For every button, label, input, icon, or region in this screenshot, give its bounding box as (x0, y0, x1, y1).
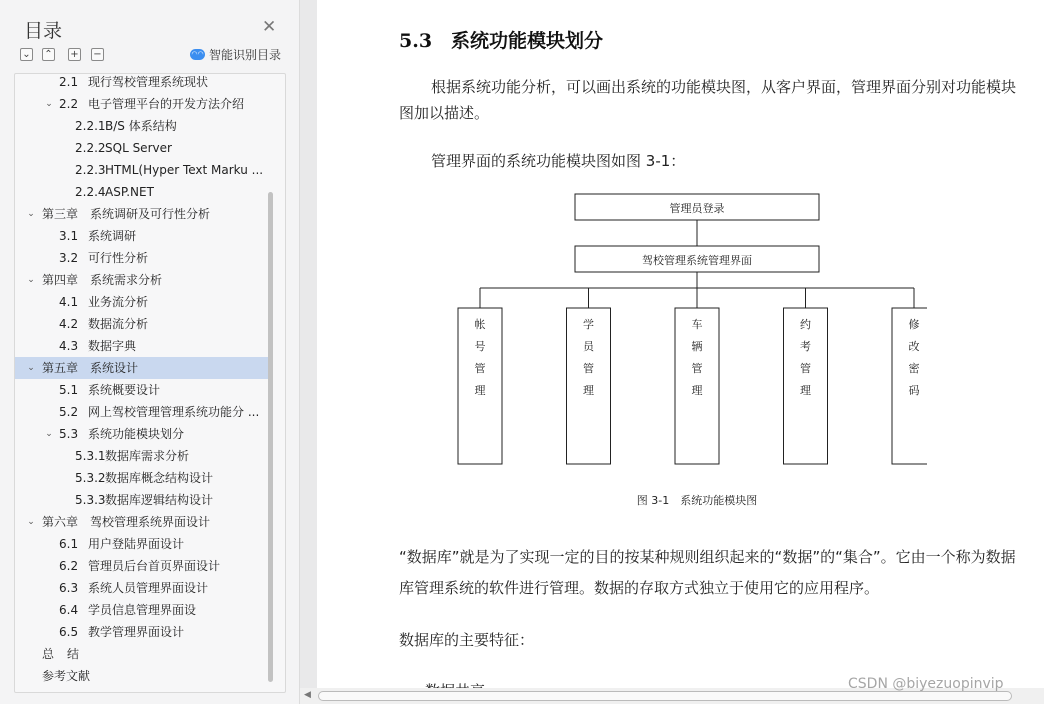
smart-toc-button[interactable] (190, 46, 281, 63)
toc-item-label: B/S 体系结构 (105, 119, 177, 133)
module-diagram (447, 190, 927, 520)
toc-item-number: 2.2.1 (75, 119, 106, 133)
toc-item[interactable] (15, 621, 269, 643)
toc-item[interactable] (15, 181, 269, 203)
paragraph-intro: 根据系统功能分析，可以画出系统的功能模块图，从客户界面，管理界面分别对功能模块图加以描述。 (399, 78, 1017, 122)
toc-item[interactable] (15, 313, 269, 335)
toc-item[interactable] (15, 247, 269, 269)
toc-item[interactable] (15, 445, 269, 467)
toc-item-number: 4.3 (59, 339, 79, 353)
toc-item[interactable] (15, 291, 269, 313)
toc-item[interactable] (15, 115, 269, 137)
toc-item[interactable] (15, 225, 269, 247)
toc-item-label: 系统设计 (90, 361, 139, 375)
toc-item-number: 4.1 (59, 295, 79, 309)
toc-item[interactable] (15, 137, 269, 159)
toc-item[interactable] (15, 643, 269, 665)
toc-item-number: 6.3 (59, 581, 79, 595)
diagram-modules (458, 288, 927, 464)
toc-item-number: 第六章 (42, 515, 79, 529)
toc-item-label: 业务流分析 (88, 295, 149, 309)
diagram-module-label: 帐号管理 (474, 318, 486, 397)
toc-item[interactable] (15, 357, 269, 379)
toc-scrollbar[interactable] (268, 192, 273, 682)
toc-item-label: 用户登陆界面设计 (88, 537, 185, 551)
toc-item[interactable] (15, 467, 269, 489)
toc-item[interactable] (15, 401, 269, 423)
toc-item-number: 第三章 (42, 207, 79, 221)
section-heading: 5.3 系统功能模块划分 (399, 30, 604, 52)
toc-item-label: 系统概要设计 (88, 383, 161, 397)
toc-item-number: 3.2 (59, 251, 79, 265)
toc-item-number: 6.1 (59, 537, 79, 551)
diagram-caption: 图 3-1 系统功能模块图 (636, 494, 758, 507)
toc-item[interactable] (15, 511, 269, 533)
toc-item-label: 可行性分析 (88, 251, 149, 265)
toc-item-number: 2.2 (59, 97, 79, 111)
toc-item-number: 6.2 (59, 559, 79, 573)
toc-list (15, 73, 269, 687)
toc-item-number: 5.3.2 (75, 471, 106, 485)
diagram-label-mid: 驾校管理系统管理界面 (642, 254, 752, 267)
toc-item[interactable] (15, 159, 269, 181)
toc-item-number: 5.3 (59, 427, 79, 441)
toc-item[interactable] (15, 555, 269, 577)
ai-badge-icon: ◠◠ (191, 50, 204, 58)
diagram-module-label: 修改密码 (908, 318, 920, 397)
paragraph-features: 数据库的主要特征： (399, 631, 535, 649)
collapse-level-icon[interactable]: − (91, 48, 104, 61)
diagram-module-label: 车辆管理 (691, 318, 703, 397)
toc-item[interactable] (15, 73, 269, 93)
toc-item-number: 5.3.3 (75, 493, 106, 507)
toc-item-label: SQL Server (105, 141, 172, 155)
toc-item[interactable] (15, 577, 269, 599)
toc-item-label: ASP.NET (105, 185, 154, 199)
toc-item[interactable] (15, 335, 269, 357)
scroll-left-icon[interactable]: ◀ (304, 690, 311, 700)
toc-item-label: 电子管理平台的开发方法介绍 (88, 97, 245, 111)
toc-item-label: 系统调研及可行性分析 (90, 207, 211, 221)
toc-item-number: 6.5 (59, 625, 79, 639)
chevron-down-icon[interactable]: ⌄ (27, 275, 35, 285)
toc-item-number: 5.2 (59, 405, 79, 419)
toc-item-number: 2.2.3 (75, 163, 106, 177)
toc-item-number: 2.1 (59, 75, 79, 89)
toc-item[interactable] (15, 423, 269, 445)
toc-item-label: 系统功能模块划分 (88, 427, 185, 441)
toc-item-number: 第五章 (42, 361, 79, 375)
toc-item-number: 2.2.2 (75, 141, 106, 155)
toc-item-number: 6.4 (59, 603, 79, 617)
toc-item-number: 5.1 (59, 383, 79, 397)
expand-up-icon[interactable]: ⌃ (42, 48, 55, 61)
toc-item-label: 现行驾校管理系统现状 (88, 75, 209, 89)
watermark: CSDN @biyezuopinvip (848, 676, 1004, 692)
collapse-all-icon[interactable]: ⌄ (20, 48, 33, 61)
toc-item-label: 管理员后台首页界面设计 (88, 559, 221, 573)
toc-item[interactable] (15, 379, 269, 401)
toc-item[interactable] (15, 489, 269, 511)
close-icon[interactable]: ✕ (262, 17, 277, 37)
chevron-down-icon[interactable]: ⌄ (45, 429, 53, 439)
toc-item-label: HTML(Hyper Text Marku ... (105, 163, 264, 177)
toc-item[interactable] (15, 533, 269, 555)
toc-item-number: 5.3.1 (75, 449, 106, 463)
toc-item[interactable] (15, 203, 269, 225)
chevron-down-icon[interactable]: ⌄ (27, 209, 35, 219)
scrollbar-thumb[interactable] (318, 691, 1012, 701)
toc-item[interactable] (15, 665, 269, 687)
toc-item[interactable] (15, 269, 269, 291)
toc-title: 目录 (24, 20, 63, 42)
toc-item-number: 总 (42, 647, 55, 661)
diagram-module-label: 约考管理 (800, 318, 811, 397)
toc-item[interactable] (15, 93, 269, 115)
toc-item-label: 数据字典 (88, 339, 137, 353)
toc-item-number: 参考文献 (42, 669, 91, 683)
toc-item-number: 2.2.4 (75, 185, 106, 199)
toc-item-label: 系统人员管理界面设计 (88, 581, 209, 595)
toc-item-number: 3.1 (59, 229, 79, 243)
toc-tree (14, 73, 286, 693)
toc-panel (0, 0, 300, 704)
document-page (317, 0, 1044, 688)
toc-item-label: 驾校管理系统界面设计 (90, 515, 211, 529)
toc-item-label: 系统调研 (88, 229, 137, 243)
paragraph-figure-ref: 管理界面的系统功能模块图如图 3-1： (431, 152, 686, 170)
chevron-down-icon[interactable]: ⌄ (27, 517, 35, 527)
toc-item-label: 数据库概念结构设计 (105, 471, 214, 485)
toc-item-label: 学员信息管理界面设 (88, 603, 197, 617)
toc-item-label: 网上驾校管理管理系统功能分 ... (88, 405, 260, 419)
chevron-down-icon[interactable]: ⌄ (27, 363, 35, 373)
smart-toc-label: 智能识别目录 (209, 48, 282, 62)
toc-item-label: 结 (67, 647, 80, 661)
toc-item[interactable] (15, 599, 269, 621)
diagram-label-top: 管理员登录 (669, 202, 725, 215)
toc-item-number: 第四章 (42, 273, 79, 287)
toc-item-label: 系统需求分析 (90, 273, 163, 287)
toc-item-label: 数据库需求分析 (105, 449, 190, 463)
toc-item-number: 4.2 (59, 317, 79, 331)
toc-item-label: 数据流分析 (88, 317, 149, 331)
toc-item-label: 教学管理界面设计 (88, 625, 185, 639)
toc-item-label: 数据库逻辑结构设计 (105, 493, 214, 507)
diagram-module-label: 学员管理 (583, 318, 594, 397)
chevron-down-icon[interactable]: ⌄ (45, 99, 53, 109)
paragraph-database: “数据库”就是为了实现一定的目的按某种规则组织起来的“数据”的“集合”。它由一个称为数据库管理系统的软件进行管理。数据的存取方式独立于使用它的应用程序。 (399, 548, 1016, 597)
expand-level-icon[interactable]: + (68, 48, 81, 61)
